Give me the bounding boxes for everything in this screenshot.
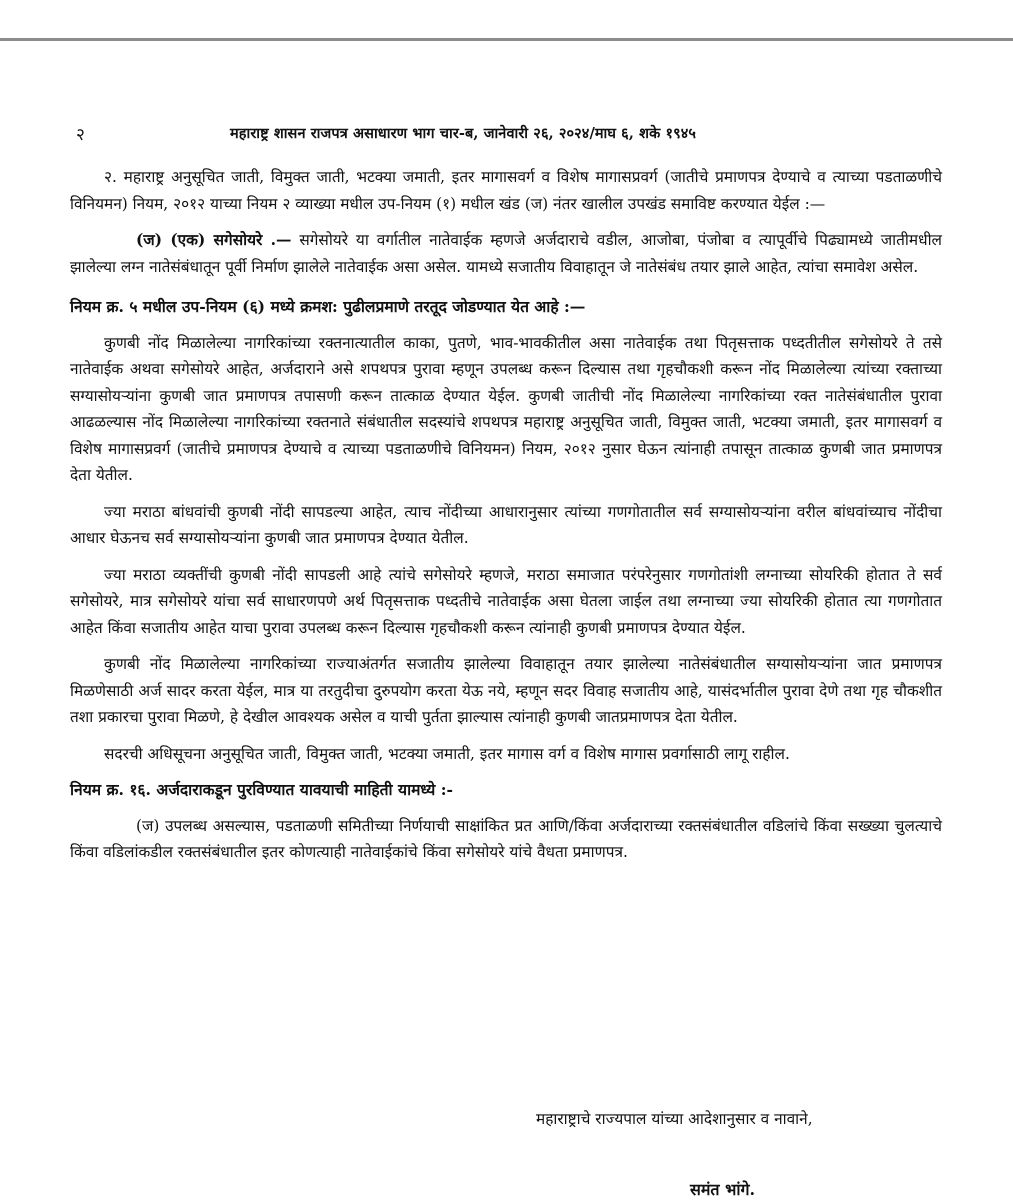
rule-16-heading: नियम क्र. १६. अर्जदाराकडून पुरविण्यात यावयाची माहिती यामध्ये :- xyxy=(70,780,453,799)
definition-text: सगेसोयरे या वर्गातील नातेवाईक म्हणजे अर्जदाराचे वडील, आजोबा, पंजोबा व त्यापूर्वीचे पिढ्यामध्ये जातीमधील झालेल्या लग्न नातेसंबंधातून पूर्वी निर्माण झालेले नातेवाईक असा असेल. यामध्ये सजातीय विवाहातून जे नातेसंबंध तयार झाले आहेत, त्यांचा समावेश असेल. xyxy=(70,231,942,276)
maratha-sagesoyare-paragraph: ज्या मराठा व्यक्तींची कुणबी नोंदी सापडली आहे त्यांचे सगेसोयरे म्हणजे, मराठा समाजात परंपरेनुसार गणगोतांशी लग्नाच्या सोयरिकी होतात ते सर्व सगेसोयरे, मात्र सगेसोयरे यांचा सर्व साधारणपणे अर्थ पितृसत्ताक पध्दतीचे नातेवाईक असा घेतला जाईल तथा लग्नाच्या ज्या सोयरिकी होतात त्या गणगोतात आहेत किंवा सजातीय आहेत याचा पुरावा उपलब्ध करून दिल्यास गृहचौकशी करून त्यांनाही कुणबी प्रमाणपत्र देण्यात येईल. xyxy=(70,565,942,637)
page-header xyxy=(70,122,950,148)
rule-16-clause: (ज) उपलब्ध असल्यास, पडताळणी समितीच्या निर्णयाची साक्षांकित प्रत आणि/किंवा अर्जदाराच्या रक्तसंबंधातील वडिलांचे किंवा सख्ख्या चुलत्याचे किंवा वडिलांकडील रक्तसंबंधातील इतर कोणत्याही नातेवाईकांचे किंवा सगेसोयरे यांचे वैधता प्रमाणपत्र. xyxy=(70,816,942,861)
inter-caste-marriage-paragraph: कुणबी नोंद मिळालेल्या नागरिकांच्या राज्याअंतर्गत सजातीय झालेल्या विवाहातून तयार झालेल्या नातेसंबंधातील सग्यासोयऱ्यांना जात प्रमाणपत्र मिळणेसाठी अर्ज सादर करता येईल, मात्र या तरतुदीचा दुरुपयोग करता येऊ नये, म्हणून सदर विवाह सजातीय आहे, यासंदर्भातील पुरावा देणे तथा गृह चौकशीत तशा प्रकारचा पुरावा मिळणे, हे देखील आवश्यक असेल व याची पुर्तता झाल्यास त्यांनाही कुणबी जातप्रमाणपत्र देता येतील. xyxy=(70,655,942,726)
notification-applicability: सदरची अधिसूचना अनुसूचित जाती, विमुक्त जाती, भटक्या जमाती, इतर मागास वर्ग व विशेष मागास प्रवर्गासाठी लागू राहील. xyxy=(104,744,790,763)
amendment-paragraph-2: २. महाराष्ट्र अनुसूचित जाती, विमुक्त जाती, भटक्या जमाती, इतर मागासवर्ग व विशेष मागासप्रवर्ग (जातीचे प्रमाणपत्र देण्याचे व त्याच्या पडताळणीचे विनियमन) नियम, २०१२ याच्या नियम २ व्याख्या मधील उप-नियम (१) मधील खंड (ज) नंतर खालील उपखंड समाविष्ट करण्यात येईल :— xyxy=(70,168,942,213)
maratha-records-paragraph: ज्या मराठा बांधवांची कुणबी नोंदी सापडल्या आहेत, त्याच नोंदीच्या आधारानुसार त्यांच्या गणगोतातील सर्व सग्यासोयऱ्यांना वरील बांधवांच्याच नोंदीचा आधार घेऊनच सर्व सग्यासोयऱ्यांना कुणबी जात प्रमाणपत्र देण्यात येतील. xyxy=(70,502,942,547)
definition-term: (ज) (एक) सगेसोयरे .— xyxy=(136,231,292,249)
top-border-rule xyxy=(0,38,1013,41)
document-body xyxy=(70,164,942,866)
signatory-name: समंत भांगे. xyxy=(690,1180,756,1199)
kunbi-record-paragraph: कुणबी नोंद मिळालेल्या नागरिकांच्या रक्तनात्यातील काका, पुतणे, भाव-भावकीतील असा नातेवाईक तथा पितृसत्ताक पध्दतीतील सगेसोयरे ते तसे नातेवाईक अथवा सगेसोयरे आहेत, अर्जदाराने असे शपथपत्र पुरावा म्हणून उपलब्ध करून दिल्यास तथा गृहचौकशी करून नोंद मिळालेल्या त्यांच्या रक्ताच्या सग्यासोयऱ्यांना कुणबी जात प्रमाणपत्र तपासणी करून तात्काळ देण्यात येईल. कुणबी जातीची नोंद मिळालेल्या नागरिकांच्या रक्त नातेसंबंधातील पुरावा आढळल्यास नोंद मिळालेल्या नागरिकांच्या रक्तनाते संबंधातील सदस्यांचे शपथपत्र महाराष्ट्र अनुसूचित जाती, विमुक्त जाती, भटक्या जमाती, इतर मागासवर्ग व विशेष मागासप्रवर्ग (जातीचे प्रमाणपत्र देण्याचे व त्याच्या पडताळणीचे विनियमन) नियम, २०१२ नुसार घेऊन त्यांनाही तपासून तात्काळ कुणबी जात प्रमाणपत्र देता येतील. xyxy=(70,333,942,484)
definition-paragraph xyxy=(70,227,942,280)
gazette-running-head: महाराष्ट्र शासन राजपत्र असाधारण भाग चार-ब, जानेवारी २६, २०२४/माघ ६, शके १९४५ xyxy=(230,125,697,142)
rule-5-heading: नियम क्र. ५ मधील उप-नियम (६) मध्ये क्रमश: पुढीलप्रमाणे तरतूद जोडण्यात येत आहे :— xyxy=(70,297,586,316)
governor-order-line: महाराष्ट्राचे राज्यपाल यांच्या आदेशानुसार व नावाने, xyxy=(536,1110,813,1128)
page-number: २ xyxy=(76,125,85,145)
